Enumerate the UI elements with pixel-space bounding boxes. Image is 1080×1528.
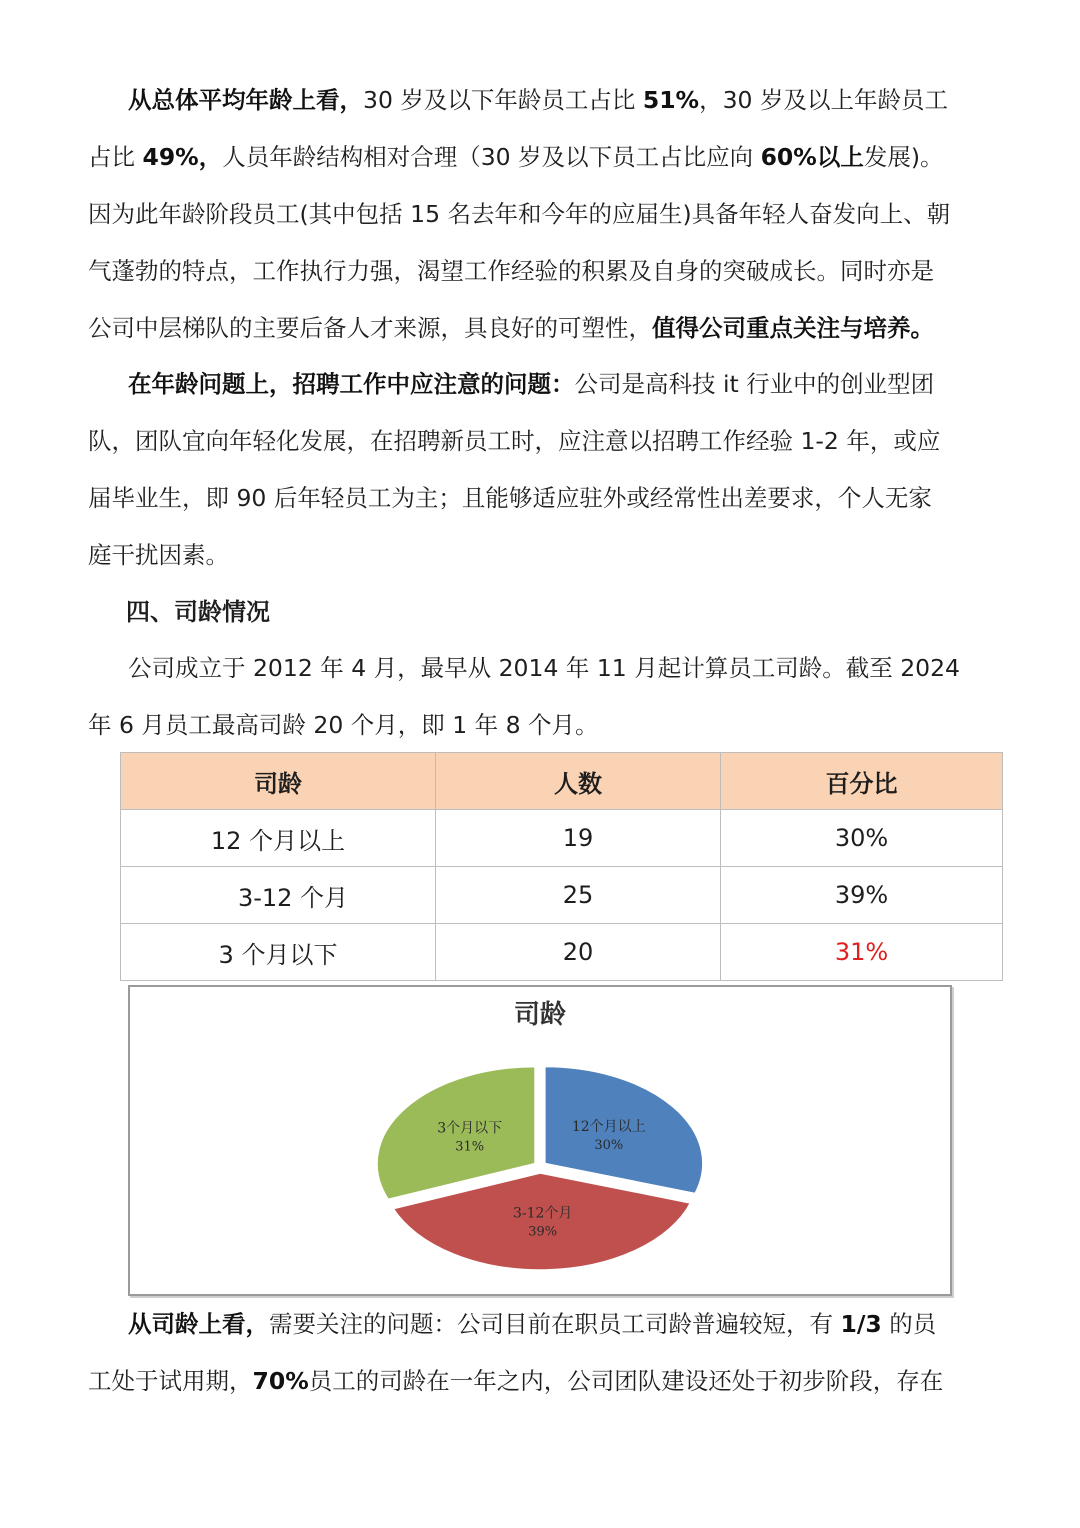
paragraph-recruitment-age: 在年龄问题上，招聘工作中应注意的问题：公司是高科技 it 行业中的创业型团 队，团队宜向年轻化发展，在招聘新员工时，应注意以招聘工作经验 1-2 年，或应 届毕业生，即 90 后年轻员工为主；且能够适应驻外或经常性出差要求，个人无家 庭干扰因素。 (88, 370, 941, 569)
cell-count: 19 (436, 810, 721, 867)
paragraph-age-structure: 从总体平均年龄上看，30 岁及以下年龄员工占比 51%，30 岁及以上年龄员工 占比 49%，人员年龄结构相对合理（30 岁及以下员工占比应向 60%以上发展)。 因为此年龄阶段员工(其中包括 15 名去年和今年的应届生)具备年轻人奋发向上、朝 气蓬勃的特点，工作执行力强，渴望工作经验的积累及自身的突破成长。同时亦是 公司中层梯队的主要后备人才来源，具良好的可塑性，值得公司重点关注与培养。 (88, 86, 951, 342)
section-heading-tenure: 四、司龄情况 (126, 598, 270, 626)
pie-label-percent: 39% (528, 1224, 558, 1240)
table-header-row (121, 753, 1003, 810)
table-row (121, 924, 1003, 981)
chart-title: 司龄 (513, 1000, 567, 1030)
header-percent: 百分比 (721, 753, 1003, 810)
pie-label-percent: 30% (594, 1137, 624, 1153)
table-row (121, 810, 1003, 867)
tenure-table (120, 752, 1003, 981)
pie-label-category: 12个月以上 (571, 1118, 646, 1135)
table-row (121, 867, 1003, 924)
cell-count: 25 (436, 867, 721, 924)
cell-tenure: 12 个月以上 (121, 810, 436, 867)
pie-slices (377, 1066, 703, 1270)
pie-label-category: 3个月以下 (437, 1120, 503, 1137)
header-count: 人数 (436, 753, 721, 810)
pie-label-percent: 31% (455, 1139, 485, 1155)
tenure-pie-chart (128, 985, 952, 1296)
pie-chart-svg (130, 987, 950, 1294)
cell-count: 20 (436, 924, 721, 981)
cell-percent: 31% (721, 924, 1003, 981)
paragraph-tenure-intro: 公司成立于 2012 年 4 月，最早从 2014 年 11 月起计算员工司龄。截至 2024 年 6 月员工最高司龄 20 个月，即 1 年 8 个月。 (88, 654, 961, 739)
paragraph-tenure-analysis: 从司龄上看，需要关注的问题：公司目前在职员工司龄普遍较短，有 1/3 的员 工处于试用期，70%员工的司龄在一年之内，公司团队建设还处于初步阶段，存在 (88, 1310, 944, 1395)
header-tenure: 司龄 (121, 753, 436, 810)
cell-tenure: 3 个月以下 (121, 924, 436, 981)
pie-label-category: 3-12个月 (512, 1205, 573, 1222)
cell-tenure: 3-12 个月 (121, 867, 436, 924)
cell-percent: 30% (721, 810, 1003, 867)
cell-percent: 39% (721, 867, 1003, 924)
